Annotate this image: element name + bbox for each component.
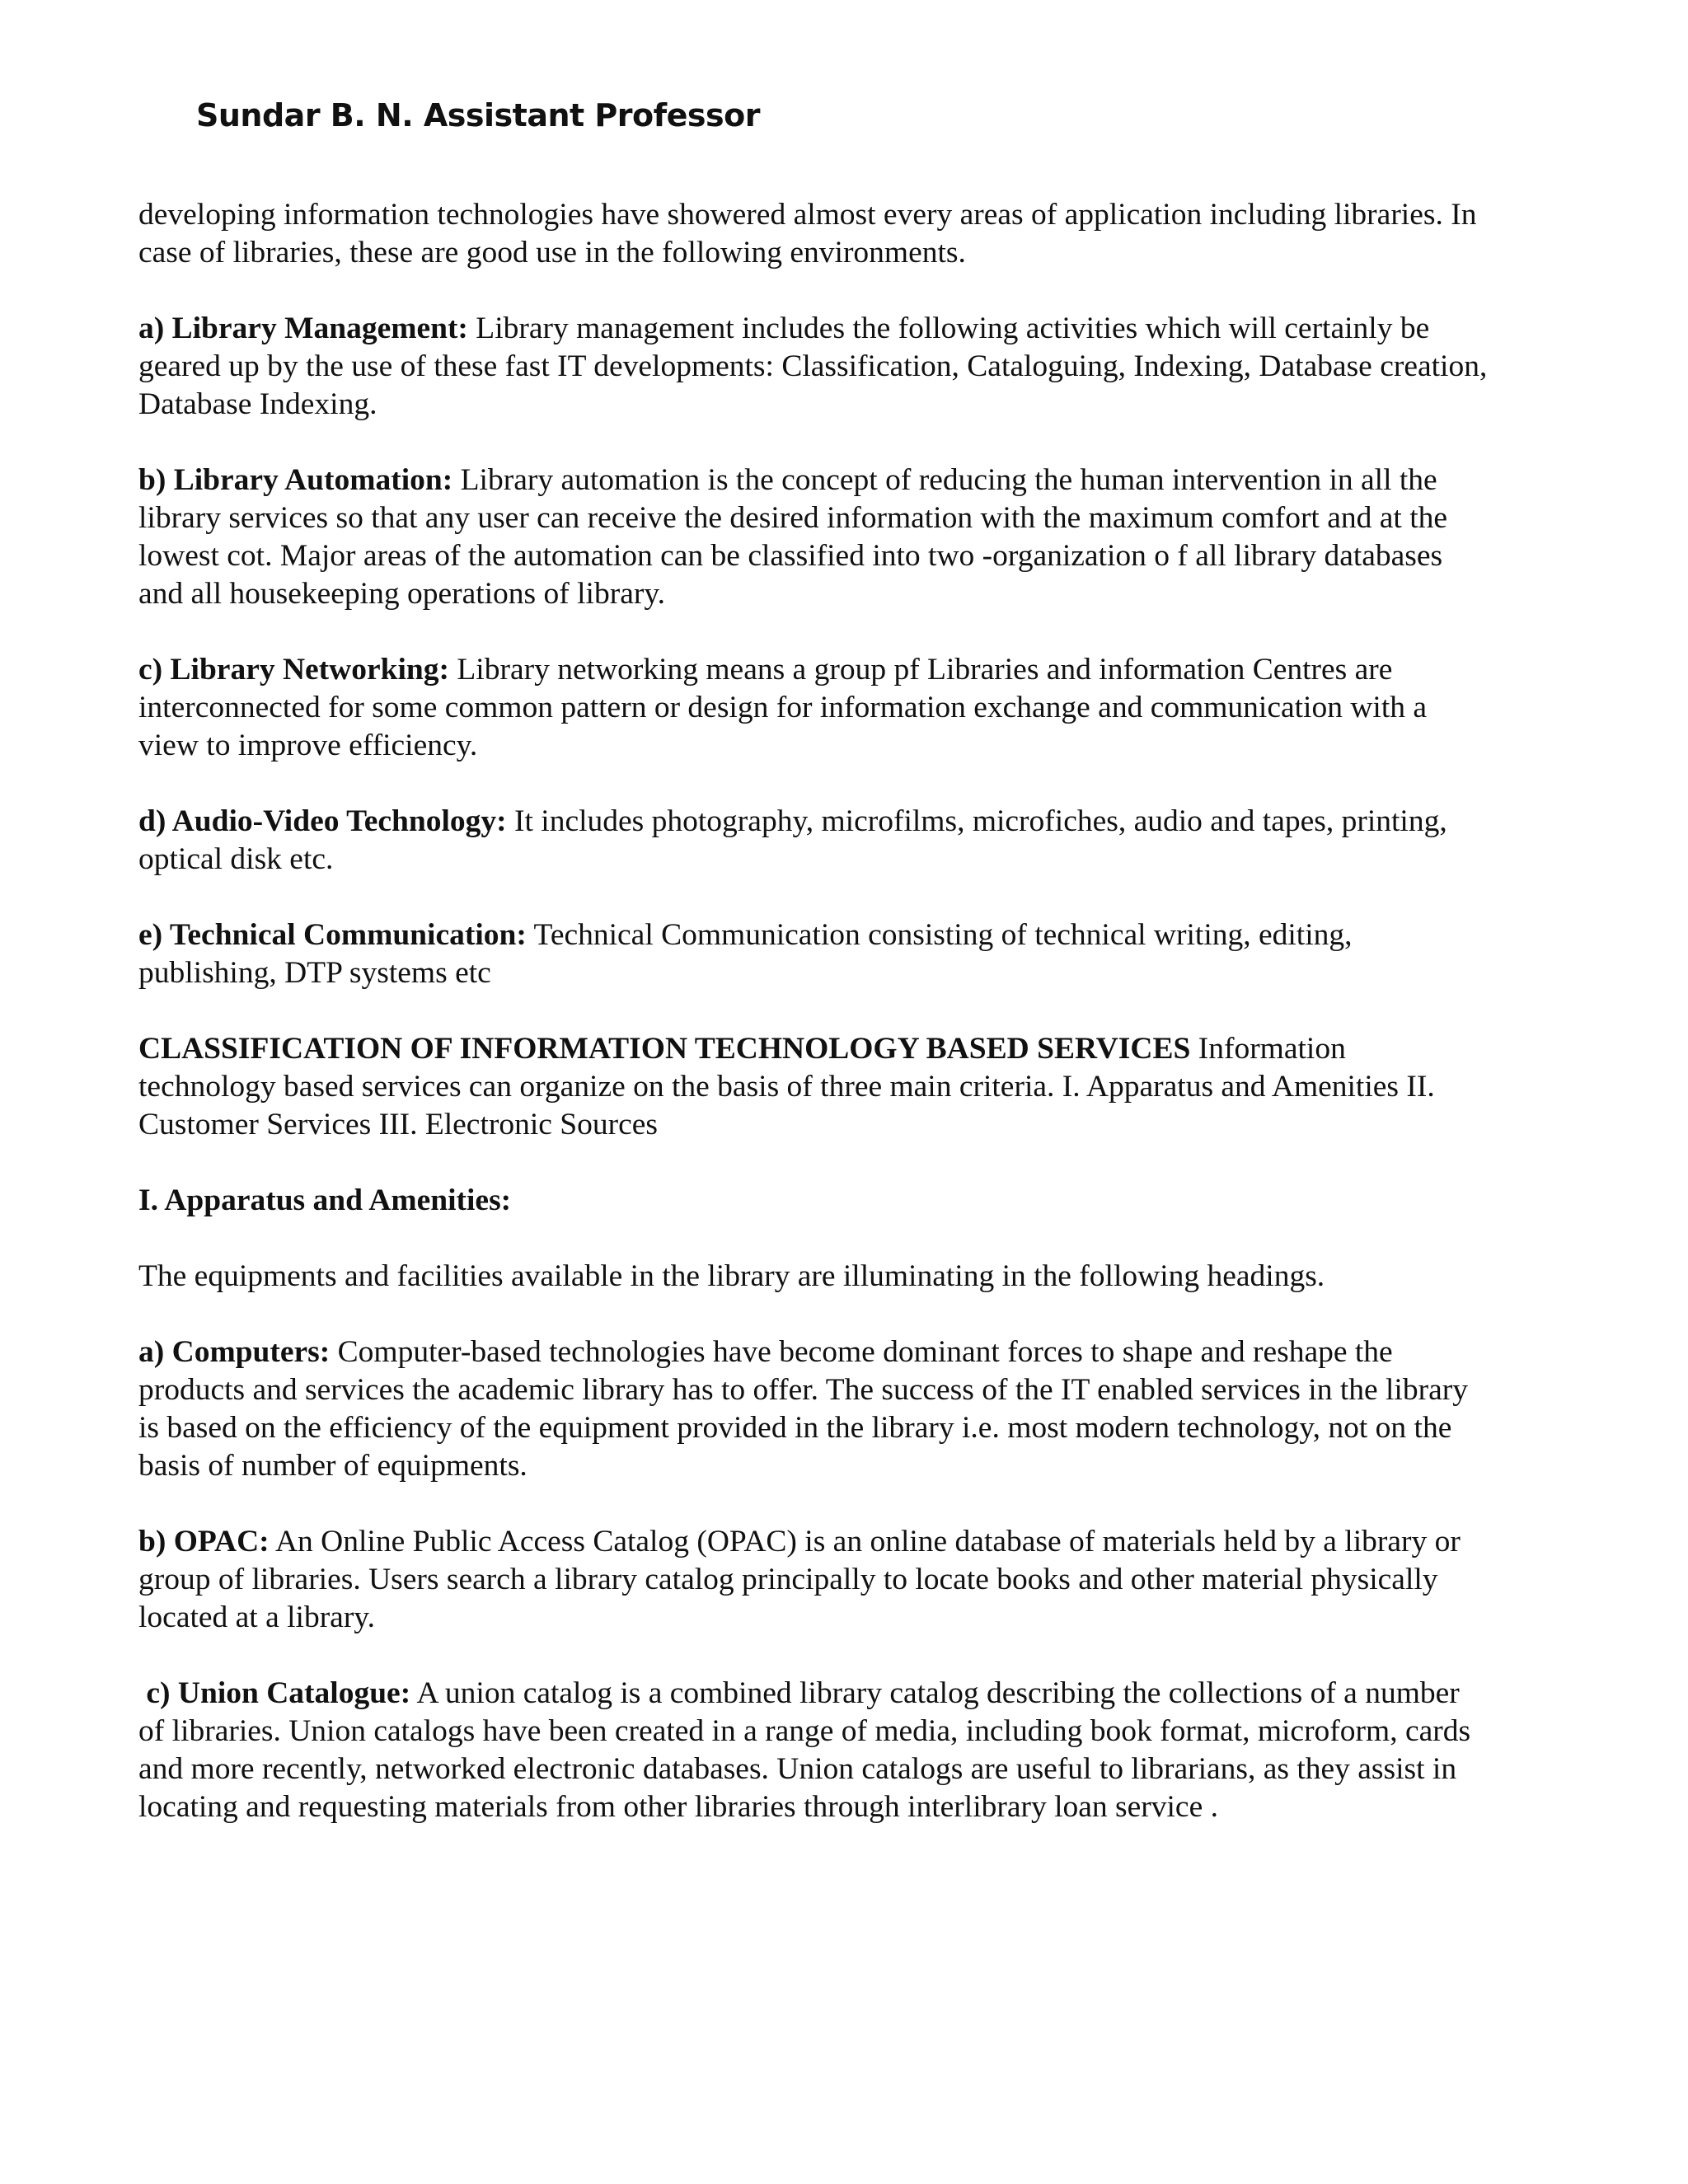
document-body <box>138 196 1490 1864</box>
union-catalogue-paragraph <box>138 1675 1490 1826</box>
paragraph-heading: b) OPAC: <box>138 1525 270 1558</box>
opac-paragraph <box>138 1523 1490 1637</box>
paragraph-heading: e) Technical Communication: <box>138 918 527 952</box>
library-networking-paragraph <box>138 651 1490 765</box>
paragraph-heading: c) Union Catalogue: <box>138 1676 411 1710</box>
classification-paragraph <box>138 1030 1490 1144</box>
library-management-paragraph <box>138 310 1490 424</box>
paragraph-text: The equipments and facilities available in the library are illuminating in the following headings. <box>138 1259 1325 1293</box>
paragraph-heading: b) Library Automation: <box>138 463 453 497</box>
paragraph-heading: a) Computers: <box>138 1335 331 1369</box>
technical-communication-paragraph <box>138 916 1490 992</box>
paragraph-text: Computer-based technologies have become dominant forces to shape and reshape the products and services the academic library has to offer. The success of the IT enabled services in the library is based on the efficiency of the equipment provided in the library i.e. most modern technology, not on the basis of number of equipments. <box>138 1335 1468 1483</box>
intro-text: developing information technologies have showered almost every areas of application including libraries. In case of libraries, these are good use in the following environments. <box>138 198 1477 269</box>
paragraph-text: Information technology based services can organize on the basis of three main criteria. I. Apparatus and Amenities II. Customer Services III. Electronic Sources <box>138 1032 1435 1141</box>
apparatus-intro-paragraph <box>138 1258 1490 1296</box>
paragraph-text: Technical Communication consisting of technical writing, editing, publishing, DTP systems etc <box>138 918 1353 990</box>
paragraph-text: It includes photography, microfilms, microfiches, audio and tapes, printing, optical disk etc. <box>138 804 1447 876</box>
paragraph-heading: d) Audio-Video Technology: <box>138 804 507 838</box>
audio-video-paragraph <box>138 803 1490 879</box>
computers-paragraph <box>138 1333 1490 1485</box>
paragraph-heading: a) Library Management: <box>138 312 468 345</box>
paragraph-text: Library automation is the concept of reducing the human intervention in all the library services so that any user can receive the desired information with the maximum comfort and at the lowest cot. Major areas of the automation can be classified into two -organization o f all library databases and all housekeeping operations of library. <box>138 463 1448 611</box>
paragraph-heading: c) Library Networking: <box>138 653 450 687</box>
section-heading: CLASSIFICATION OF INFORMATION TECHNOLOGY BASED SERVICES <box>138 1032 1191 1066</box>
paragraph-text: An Online Public Access Catalog (OPAC) is an online database of materials held by a library or group of libraries. Users search a library catalog principally to locate books and other material physically located at a library. <box>138 1525 1461 1634</box>
intro-paragraph <box>138 196 1490 272</box>
library-automation-paragraph <box>138 462 1490 613</box>
paragraph-text: A union catalog is a combined library catalog describing the collections of a number of libraries. Union catalogs have been created in a range of media, including book format, microform, cards and more recently, networked electronic databases. Union catalogs are useful to librarians, as they assist in locating and requesting materials from other libraries through interlibrary loan service . <box>138 1676 1471 1824</box>
paragraph-text: Library networking means a group pf Libraries and information Centres are interconnected for some common pattern or design for information exchange and communication with a view to improve efficiency. <box>138 653 1428 762</box>
section-heading: I. Apparatus and Amenities: <box>138 1183 512 1217</box>
apparatus-heading-paragraph <box>138 1182 1490 1220</box>
paragraph-text: Library management includes the following activities which will certainly be geared up by the use of these fast IT developments: Classification, Cataloguing, Indexing, Database creation, Database Indexing. <box>138 312 1488 421</box>
page-header-author: Sundar B. N. Assistant Professor <box>196 97 761 134</box>
